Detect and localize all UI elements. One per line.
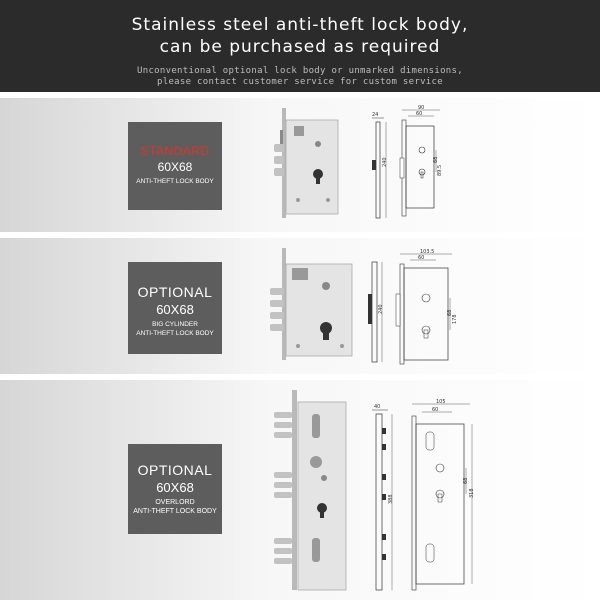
section-desc: BIG CYLINDER	[152, 321, 198, 328]
section-desc-2: ANTI-THEFT LOCK BODY	[136, 330, 214, 337]
dim-width: 103.5	[420, 249, 435, 255]
header-banner	[0, 0, 600, 92]
section-desc-2: ANTI-THEFT LOCK BODY	[133, 508, 217, 515]
dim-height: 388	[388, 494, 394, 504]
header-subtitle-line2: please contact customer service for custom service	[157, 77, 443, 87]
label-standard	[128, 122, 222, 210]
dim-backset: 60	[416, 111, 423, 117]
section-size: 60X68	[157, 160, 193, 174]
lock-photo-standard	[272, 104, 352, 224]
drawing-big-cylinder-front	[392, 250, 458, 368]
drawing-overlord-front	[402, 398, 478, 594]
dim-backset: 60	[418, 255, 425, 261]
label-big-cylinder	[128, 262, 222, 354]
section-tag: OPTIONAL	[137, 284, 213, 300]
drawing-standard-side	[366, 112, 390, 222]
dim-cyl: 178	[452, 314, 458, 324]
dim-center: 68	[447, 309, 453, 316]
dim-cyl: 318	[469, 488, 475, 498]
dim-width: 90	[418, 105, 425, 111]
section-size: 60X68	[156, 480, 194, 495]
dim-center: 68	[463, 477, 469, 484]
section-size: 60X68	[156, 302, 194, 317]
section-desc: ANTI-THEFT LOCK BODY	[136, 178, 214, 185]
lock-photo-overlord	[268, 388, 352, 594]
section-tag: STANDARD	[140, 144, 210, 158]
drawing-overlord-side	[366, 404, 396, 594]
header-title-line2: can be purchased as required	[159, 37, 441, 57]
header-title-line1: Stainless steel anti-theft lock body,	[131, 15, 469, 35]
dim-thickness: 40	[374, 404, 381, 410]
section-desc: OVERLORD	[155, 499, 195, 506]
dim-width: 105	[436, 399, 446, 405]
header-subtitle-line1: Unconventional optional lock body or unmarked dimensions,	[137, 66, 463, 76]
dim-backset: 60	[432, 407, 439, 413]
dim-thickness: 24	[372, 112, 379, 118]
drawing-standard-front	[394, 106, 444, 226]
lock-photo-big-cylinder	[268, 246, 360, 364]
label-overlord	[128, 444, 222, 534]
section-tag: OPTIONAL	[137, 462, 213, 478]
dim-cyl: 89.5	[437, 164, 443, 176]
dim-height: 240	[382, 157, 388, 167]
dim-center: 68	[433, 156, 439, 163]
drawing-big-cylinder-side	[362, 254, 388, 366]
dim-height: 240	[378, 304, 384, 314]
